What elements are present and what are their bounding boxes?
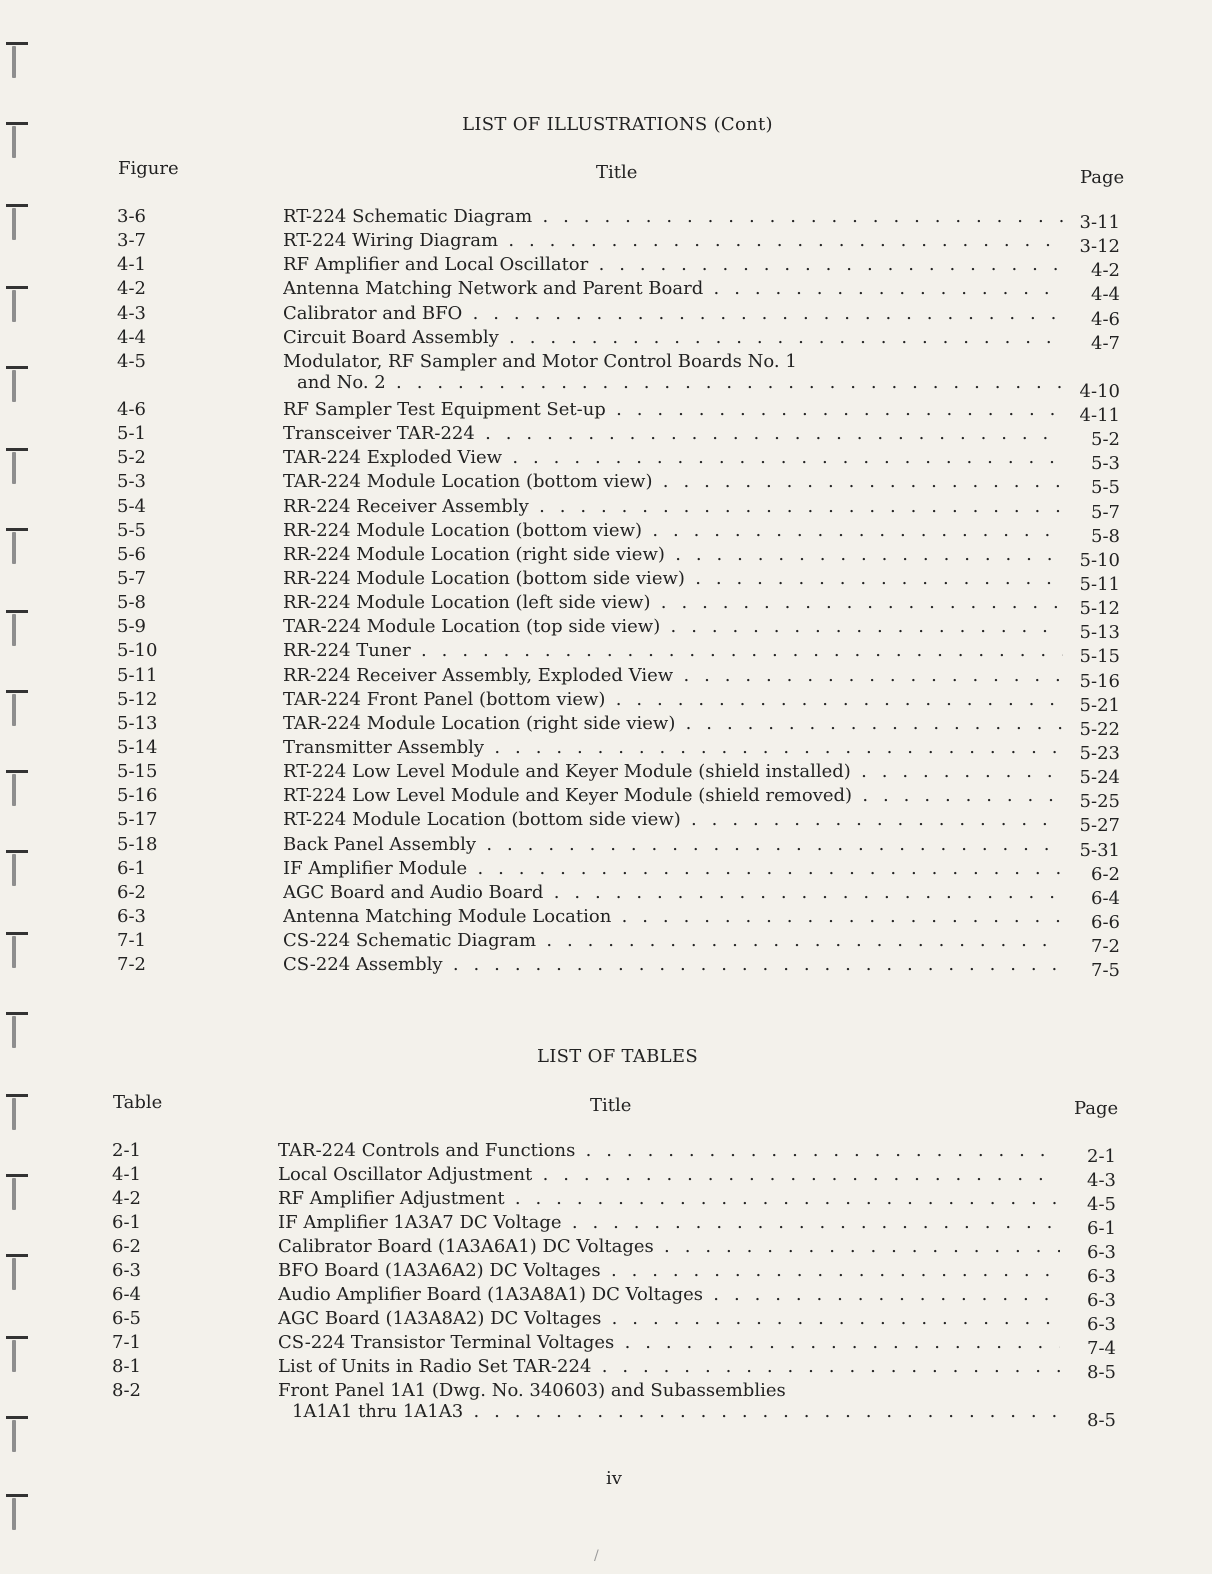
entry-title: RR-224 Receiver Assembly . . . [283, 496, 1063, 517]
entry-title: Antenna Matching Network and Parent Board . . . [283, 278, 1063, 299]
entry-number: 6-2 [112, 1236, 141, 1257]
entry-title: Circuit Board Assembly . . . [283, 327, 1063, 348]
entry-title: Local Oscillator Adjustment . . . [278, 1164, 1060, 1185]
entry-page: 5-5 [1091, 477, 1120, 499]
entry-title: Antenna Matching Module Location . . . [283, 906, 1063, 927]
entry-page: 3-12 [1079, 236, 1120, 258]
entry-number: 5-16 [117, 785, 158, 807]
table-column-header: Table [113, 1092, 163, 1113]
entry-number: 5-11 [117, 664, 158, 686]
entry-page: 5-31 [1079, 839, 1120, 861]
entry-title: RT-224 Wiring Diagram . . . [283, 230, 1063, 251]
entry-title: Transmitter Assembly . . . [283, 737, 1063, 758]
entry-page: 6-2 [1091, 863, 1120, 885]
binder-holes [0, 0, 40, 1574]
entry-number: 5-4 [117, 495, 146, 517]
entry-page: 8-5 [1087, 1362, 1116, 1383]
entry-page: 4-10 [1079, 380, 1120, 402]
binder-hole [6, 1332, 32, 1374]
binder-hole [6, 606, 32, 648]
entry-title: Calibrator and BFO . . . [283, 303, 1063, 324]
entry-page: 7-5 [1091, 960, 1120, 982]
entry-number: 4-1 [112, 1164, 141, 1185]
entry-title: RF Amplifier Adjustment . . . [278, 1188, 1060, 1209]
entry-number: 4-2 [117, 278, 146, 300]
entry-title: CS-224 Schematic Diagram . . . [283, 930, 1063, 951]
tables-title-column-header: Title [590, 1095, 632, 1116]
entry-page: 5-13 [1079, 622, 1120, 644]
binder-hole [6, 200, 32, 242]
entry-page: 5-16 [1079, 670, 1120, 692]
binder-hole [6, 1490, 32, 1532]
entry-page: 6-3 [1087, 1290, 1116, 1311]
entry-number: 4-1 [117, 254, 146, 276]
entry-number: 5-3 [117, 471, 146, 493]
entry-page: 5-2 [1091, 429, 1120, 451]
entry-number: 5-9 [117, 616, 146, 638]
entry-title: RR-224 Module Location (left side view) . . . [283, 592, 1063, 613]
entry-page: 5-25 [1079, 791, 1120, 813]
entry-number: 4-2 [112, 1188, 141, 1209]
entry-title: RT-224 Low Level Module and Keyer Module (shield installed) . . . [283, 761, 1063, 782]
entry-title: Modulator, RF Sampler and Motor Control Boards No. 1 and No. 2 . . . [283, 351, 1063, 393]
entry-page: 7-4 [1087, 1338, 1116, 1359]
illustrations-heading: LIST OF ILLUSTRATIONS (Cont) [462, 114, 773, 135]
entry-number: 5-14 [117, 737, 158, 758]
entry-number: 5-7 [117, 567, 146, 589]
entry-title: TAR-224 Front Panel (bottom view) . . . [283, 689, 1063, 710]
entry-title: TAR-224 Module Location (top side view) . . . [283, 616, 1063, 637]
entry-number: 6-1 [112, 1212, 141, 1233]
title-column-header: Title [596, 162, 638, 183]
binder-hole [6, 38, 32, 80]
entry-number: 5-8 [117, 592, 146, 614]
entry-title: Back Panel Assembly . . . [283, 834, 1063, 855]
entry-page: 2-1 [1087, 1146, 1116, 1167]
entry-number: 6-2 [117, 881, 146, 903]
entry-title: RR-224 Module Location (bottom view) . . . [283, 520, 1063, 541]
entry-page: 4-7 [1091, 332, 1120, 354]
entry-number: 5-10 [117, 640, 158, 662]
entry-page: 5-27 [1079, 815, 1120, 837]
entry-page: 5-8 [1091, 525, 1120, 547]
entry-number: 6-3 [117, 906, 146, 928]
entry-title: CS-224 Transistor Terminal Voltages . . . [278, 1332, 1060, 1353]
entry-page: 5-7 [1091, 501, 1120, 523]
entry-title: Audio Amplifier Board (1A3A8A1) DC Voltages . . . [278, 1284, 1060, 1305]
entry-page: 3-11 [1079, 212, 1120, 233]
binder-hole [6, 1170, 32, 1212]
binder-hole [6, 1250, 32, 1292]
entry-title: RF Amplifier and Local Oscillator . . . [283, 254, 1063, 275]
figure-column-header: Figure [118, 158, 179, 179]
tables-page-column-header: Page [1074, 1098, 1119, 1119]
entry-page: 5-22 [1079, 718, 1120, 740]
binder-hole [6, 766, 32, 808]
binder-hole [6, 686, 32, 728]
pen-mark: / [594, 1548, 599, 1564]
binder-hole [6, 1008, 32, 1050]
entry-title: Transceiver TAR-224 . . . [283, 423, 1063, 444]
binder-hole [6, 846, 32, 888]
page-number: iv [606, 1468, 622, 1489]
entry-title: RR-224 Module Location (right side view) . . . [283, 544, 1063, 565]
entry-page: 5-3 [1091, 453, 1120, 475]
entry-title: RT-224 Module Location (bottom side view) . . . [283, 809, 1063, 830]
binder-hole [6, 362, 32, 404]
entry-page: 5-11 [1079, 573, 1120, 595]
entry-title: RR-224 Receiver Assembly, Exploded View . . . [283, 665, 1063, 686]
entry-page: 8-5 [1087, 1410, 1116, 1431]
binder-hole [6, 444, 32, 486]
entry-title: IF Amplifier Module . . . [283, 858, 1063, 879]
entry-number: 3-7 [117, 230, 146, 252]
entry-page: 6-1 [1087, 1218, 1116, 1239]
entry-number: 6-4 [112, 1284, 141, 1305]
entry-title: TAR-224 Controls and Functions . . . [278, 1140, 1060, 1161]
entry-page: 6-6 [1091, 912, 1120, 934]
entry-title: AGC Board (1A3A8A2) DC Voltages . . . [278, 1308, 1060, 1329]
entry-page: 4-6 [1091, 308, 1120, 330]
entry-number: 5-6 [117, 543, 146, 565]
entry-title: Calibrator Board (1A3A6A1) DC Voltages . . . [278, 1236, 1060, 1257]
entry-title: RT-224 Schematic Diagram . . . [283, 206, 1063, 227]
entry-number: 5-12 [117, 688, 158, 710]
entry-page: 5-21 [1079, 694, 1120, 716]
entry-number: 8-2 [112, 1380, 141, 1401]
entry-title: TAR-224 Module Location (bottom view) . . . [283, 471, 1063, 492]
entry-title: AGC Board and Audio Board . . . [283, 882, 1063, 903]
entry-title: CS-224 Assembly . . . [283, 954, 1063, 975]
entry-page: 4-11 [1079, 404, 1120, 426]
entry-title: RF Sampler Test Equipment Set-up . . . [283, 399, 1063, 420]
entry-title: RR-224 Module Location (bottom side view) . . . [283, 568, 1063, 589]
entry-page: 5-10 [1079, 549, 1120, 571]
entry-number: 5-2 [117, 447, 146, 469]
entry-title: RR-224 Tuner . . . [283, 640, 1063, 661]
entry-page: 4-3 [1087, 1170, 1116, 1191]
entry-number: 6-5 [112, 1308, 141, 1329]
entry-title: TAR-224 Module Location (right side view) . . . [283, 713, 1063, 734]
entry-number: 4-5 [117, 350, 146, 372]
entry-number: 7-1 [117, 930, 146, 952]
entry-number: 5-18 [117, 833, 158, 855]
entry-page: 5-15 [1079, 646, 1120, 668]
entry-page: 6-3 [1087, 1242, 1116, 1263]
entry-number: 5-15 [117, 761, 158, 783]
page-column-header: Page [1080, 167, 1125, 188]
entry-title: IF Amplifier 1A3A7 DC Voltage . . . [278, 1212, 1060, 1233]
entry-number: 3-6 [117, 206, 146, 227]
entry-number: 4-6 [117, 398, 146, 420]
tables-heading: LIST OF TABLES [537, 1046, 698, 1067]
entry-number: 7-1 [112, 1332, 141, 1353]
entry-title: List of Units in Radio Set TAR-224 . . . [278, 1356, 1060, 1377]
entry-number: 4-3 [117, 302, 146, 324]
entry-number: 6-1 [117, 857, 146, 879]
entry-page: 4-5 [1087, 1194, 1116, 1215]
binder-hole [6, 1090, 32, 1132]
entry-title: BFO Board (1A3A6A2) DC Voltages . . . [278, 1260, 1060, 1281]
binder-hole [6, 524, 32, 566]
entry-page: 6-4 [1091, 887, 1120, 909]
entry-page: 4-4 [1091, 284, 1120, 306]
entry-number: 4-4 [117, 326, 146, 348]
entry-title: RT-224 Low Level Module and Keyer Module (shield removed) . . . [283, 785, 1063, 806]
entry-number: 5-13 [117, 712, 158, 734]
entry-number: 8-1 [112, 1356, 141, 1377]
entry-number: 7-2 [117, 954, 146, 976]
entry-title: TAR-224 Exploded View . . . [283, 447, 1063, 468]
entry-page: 6-3 [1087, 1314, 1116, 1335]
binder-hole [6, 1412, 32, 1454]
entry-page: 7-2 [1091, 936, 1120, 958]
entry-title: Front Panel 1A1 (Dwg. No. 340603) and Subassemblies 1A1A1 thru 1A1A3 . . . [278, 1380, 1060, 1422]
entry-number: 2-1 [112, 1140, 141, 1161]
entry-number: 5-5 [117, 519, 146, 541]
entry-page: 4-2 [1091, 260, 1120, 282]
entry-page: 5-24 [1079, 767, 1120, 789]
entry-page: 5-23 [1079, 743, 1120, 764]
entry-page: 6-3 [1087, 1266, 1116, 1287]
entry-number: 5-17 [117, 809, 158, 831]
binder-hole [6, 282, 32, 324]
entry-number: 6-3 [112, 1260, 141, 1281]
entry-number: 5-1 [117, 423, 146, 445]
binder-hole [6, 928, 32, 970]
entry-page: 5-12 [1079, 598, 1120, 620]
